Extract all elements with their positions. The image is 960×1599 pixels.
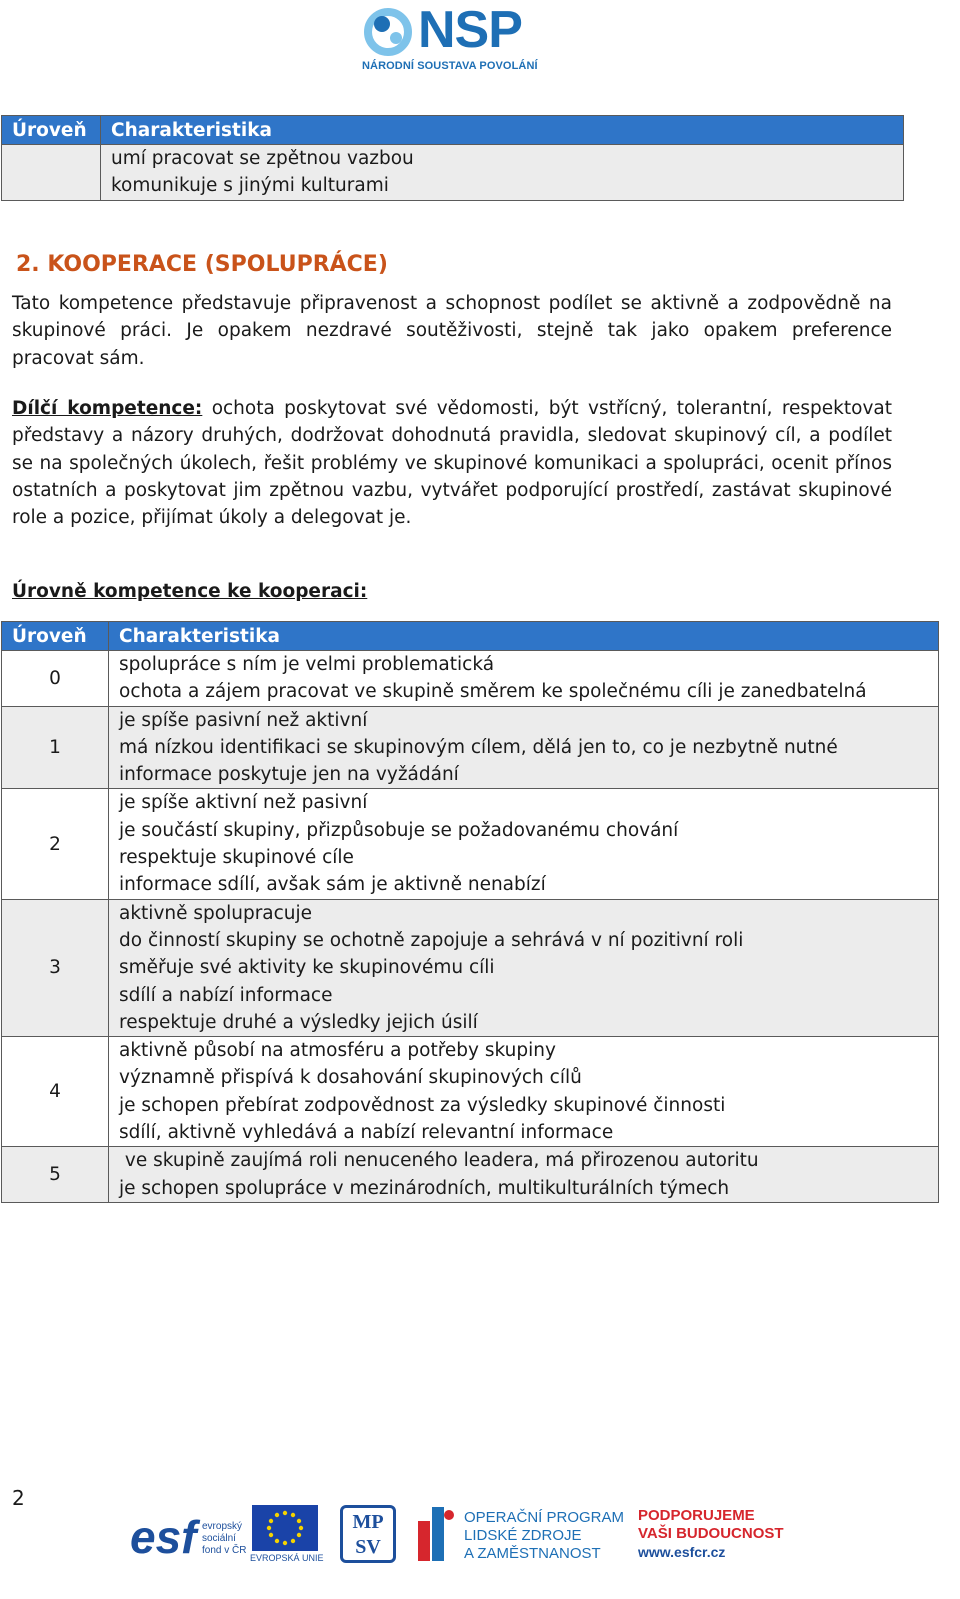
esf-url: www.esfcr.cz [638, 1544, 726, 1560]
eu-label: EVROPSKÁ UNIE [250, 1553, 324, 1563]
level-cell: 4 [2, 1037, 109, 1147]
esf-caption-line: sociální [202, 1533, 236, 1544]
intro-paragraph: Tato kompetence představuje připravenost a schopnost podílet se aktivně a zodpovědně na skupinové práci. Je opakem nezdravé soutěživosti, stejně tak jako opakem preference pracovat sám. [12, 293, 892, 369]
characteristic-line: umí pracovat se zpětnou vazbou [111, 148, 414, 169]
characteristic-line: je spíše pasivní než aktivní [119, 709, 368, 731]
op-logo [418, 1505, 628, 1565]
op-line: LIDSKÉ ZDROJE [464, 1527, 582, 1544]
page-number: 2 [12, 1486, 25, 1510]
section-heading: 2. KOOPERACE (SPOLUPRÁCE) [16, 252, 388, 277]
characteristic-line: komunikuje s jinými kulturami [111, 175, 389, 197]
characteristic-cell [109, 1037, 939, 1147]
esf-logo [130, 1503, 248, 1565]
mpsv-logo [340, 1505, 396, 1563]
esf-logo-text: esf [130, 1511, 197, 1563]
cooperation-levels-table [1, 621, 939, 1203]
table-row [2, 145, 904, 201]
mpsv-top: MP [352, 1511, 384, 1533]
level-cell: 0 [2, 651, 109, 707]
characteristic-line: respektuje skupinové cíle [119, 847, 354, 869]
characteristic-line: je součástí skupiny, přizpůsobuje se požadovanému chování [119, 819, 679, 841]
characteristic-line: významně přispívá k dosahování skupinových cílů [119, 1067, 582, 1089]
partial-competence-text: ochota poskytovat své vědomosti, být vstřícný, tolerantní, respektovat představy a názory druhých, dodržovat dohodnutá pravidla, sledovat skupinový cíl, a podílet se na společných úkolech, řešit problémy ve skupinové komunikaci a spolupráci, ocenit přínos ostatních a poskytovat jim zpětnou vazbu, vytvářet podporující prostředí, zastávat skupinové role a pozice, přijímat úkoly a delegovat je. [12, 398, 892, 529]
col-level-header: Úroveň [2, 116, 101, 145]
col-level-header: Úroveň [2, 622, 109, 651]
logo-text: NSP [418, 1, 522, 59]
characteristic-line: respektuje druhé a výsledky jejich úsilí [119, 1011, 478, 1033]
col-characteristic-header: Charakteristika [101, 116, 904, 145]
characteristic-line: spolupráce s ním je velmi problematická [119, 654, 495, 675]
logo-subtitle: NÁRODNÍ SOUSTAVA POVOLÁNÍ [362, 60, 538, 72]
slogan-block [638, 1507, 784, 1561]
op-text [464, 1509, 624, 1563]
characteristic-line: aktivně působí na atmosféru a potřeby skupiny [119, 1040, 556, 1062]
levels-heading: Úrovně kompetence ke kooperaci: [12, 581, 368, 602]
levels-table-continued [1, 115, 904, 201]
table-row [2, 706, 939, 789]
level-cell: 5 [2, 1147, 109, 1203]
esf-caption [202, 1521, 246, 1557]
table-row [2, 1147, 939, 1203]
characteristic-line: sdílí, aktivně vyhledává a nabízí relevantní informace [119, 1122, 614, 1144]
characteristic-line: informace poskytuje jen na vyžádání [119, 764, 459, 786]
level-cell: 3 [2, 899, 109, 1036]
nsp-logo [362, 1, 552, 76]
characteristic-line: do činností skupiny se ochotně zapojuje a sehrává v ní pozitivní roli [119, 929, 744, 951]
eu-logo [250, 1505, 324, 1565]
characteristic-line: aktivně spolupracuje [119, 902, 313, 924]
characteristic-line: je schopen spolupráce v mezinárodních, multikulturálních týmech [119, 1177, 730, 1199]
slogan-line: VAŠI BUDOUCNOST [638, 1525, 784, 1542]
col-characteristic-header: Charakteristika [109, 622, 939, 651]
op-line: A ZAMĚSTNANOST [464, 1545, 601, 1562]
nsp-circles-icon [362, 6, 414, 58]
characteristic-line: ochota a zájem pracovat ve skupině směrem ke společnému cíli je zanedbatelná [119, 681, 867, 703]
characteristic-cell [109, 1147, 939, 1203]
eu-flag-icon [252, 1505, 318, 1551]
characteristic-line: směřuje své aktivity ke skupinovému cíli [119, 957, 495, 979]
characteristic-line: je spíše aktivní než pasivní [119, 792, 368, 814]
mpsv-bottom: SV [355, 1536, 381, 1558]
op-person-icon [418, 1507, 454, 1561]
characteristic-line: sdílí a nabízí informace [119, 984, 333, 1006]
table-row [2, 1037, 939, 1147]
partial-competence-label: Dílčí kompetence: [12, 398, 203, 419]
level-cell: 1 [2, 706, 109, 789]
characteristic-cell [109, 706, 939, 789]
footer-logos [130, 1503, 790, 1567]
table-row [2, 651, 939, 707]
slogan-line: PODPORUJEME [638, 1507, 755, 1524]
esf-caption-line: fond v ČR [202, 1545, 247, 1556]
partial-competence-paragraph [12, 395, 892, 531]
characteristic-line: informace sdílí, avšak sám je aktivně nenabízí [119, 874, 546, 896]
op-line: OPERAČNÍ PROGRAM [464, 1509, 625, 1526]
level-cell: 2 [2, 789, 109, 899]
table-row [2, 789, 939, 899]
table-row [2, 899, 939, 1036]
level-cell [2, 145, 101, 201]
esf-caption-line: evropský [202, 1521, 243, 1532]
characteristic-line: je schopen přebírat zodpovědnost za výsledky skupinové činnosti [119, 1094, 726, 1116]
characteristic-cell [109, 789, 939, 899]
characteristic-line: ve skupině zaujímá roli nenuceného leadera, má přirozenou autoritu [119, 1150, 759, 1172]
characteristic-line: má nízkou identifikaci se skupinovým cílem, dělá jen to, co je nezbytně nutné [119, 736, 838, 758]
characteristic-cell [109, 899, 939, 1036]
characteristic-cell [101, 145, 904, 201]
characteristic-cell [109, 651, 939, 707]
